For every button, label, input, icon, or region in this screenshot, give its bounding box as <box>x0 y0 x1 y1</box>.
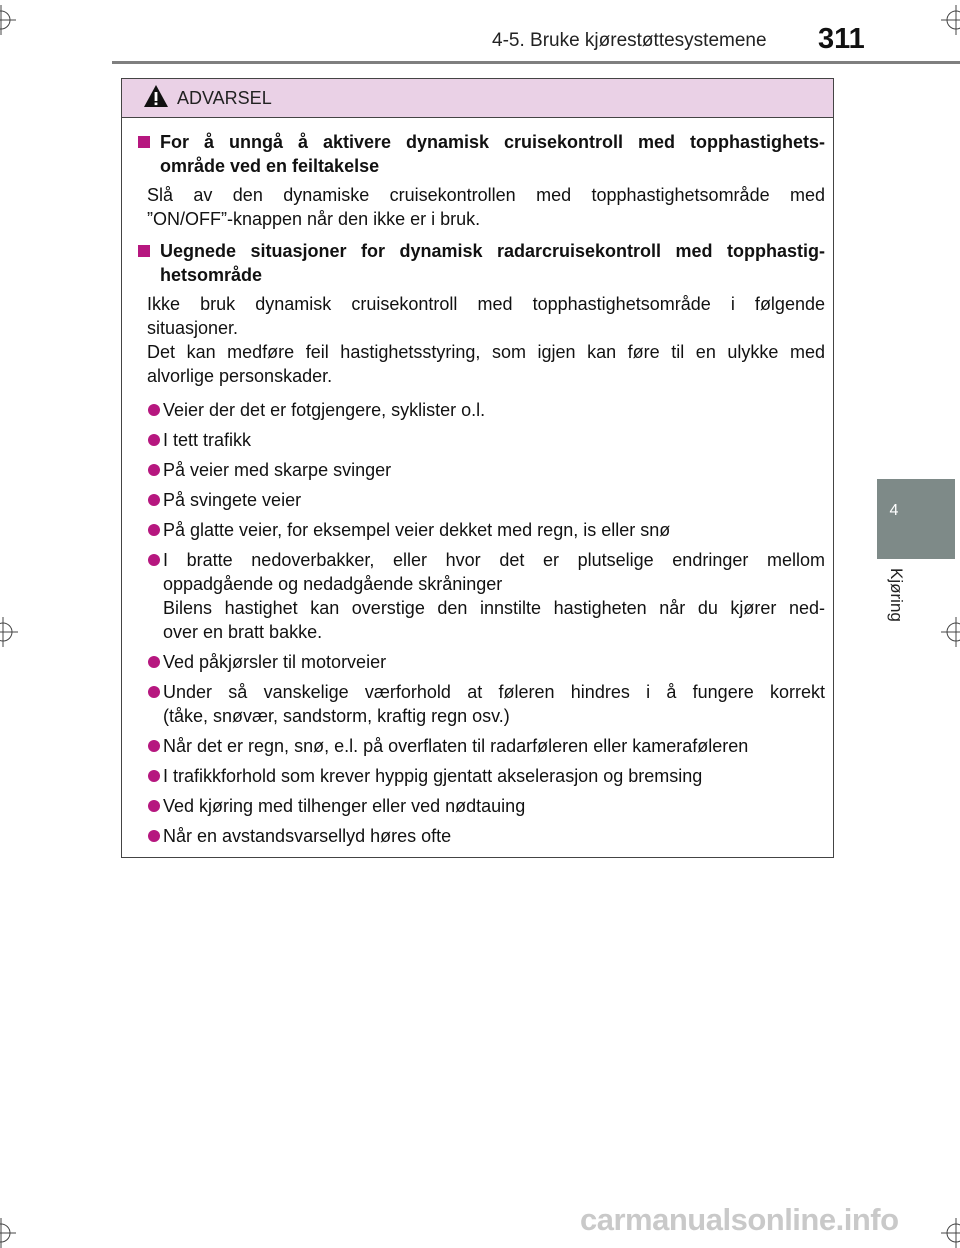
bullet-text: I bratte nedoverbakker, eller hvor det er plutselige endringer mellom <box>163 550 825 570</box>
bullet-text: Bilens hastighet kan overstige den innstilte hastigheten når du kjører ned- <box>163 598 825 618</box>
section-heading-1 <box>132 130 825 178</box>
list-item <box>132 764 825 788</box>
bullet-text: over en bratt bakke. <box>163 622 323 642</box>
list-item <box>132 824 825 848</box>
warning-box <box>121 78 834 858</box>
round-bullet-icon <box>148 770 160 782</box>
page-number: 311 <box>818 23 865 55</box>
bullet-text: Ved kjøring med tilhenger eller ved nødtauing <box>163 796 526 816</box>
list-item <box>132 680 825 728</box>
chapter-number: 4 <box>889 502 899 519</box>
bullet-text: Når en avstandsvarsellyd høres ofte <box>163 826 452 846</box>
round-bullet-icon <box>148 434 160 446</box>
round-bullet-icon <box>148 524 160 536</box>
round-bullet-icon <box>148 464 160 476</box>
crop-mark-top-left <box>0 5 16 35</box>
text-line: ”ON/OFF”-knappen når den ikke er i bruk. <box>147 209 481 229</box>
text-line: Slå av den dynamiske cruisekontrollen med topphastighetsområde med <box>147 185 825 205</box>
round-bullet-icon <box>148 800 160 812</box>
bullet-text: Når det er regn, snø, e.l. på overflaten til radarføleren eller kameraføleren <box>163 736 749 756</box>
round-bullet-icon <box>148 830 160 842</box>
warning-triangle-icon <box>143 84 169 113</box>
heading-line: område ved en feiltakelse <box>160 156 380 176</box>
round-bullet-icon <box>148 554 160 566</box>
round-bullet-icon <box>148 656 160 668</box>
warning-header <box>122 79 833 118</box>
list-item <box>132 428 825 452</box>
list-item <box>132 650 825 674</box>
heading-line: Uegnede situasjoner for dynamisk radarcruisekontroll med topphastig- <box>160 241 825 261</box>
list-item <box>132 458 825 482</box>
list-item <box>132 548 825 644</box>
heading-line: For å unngå å aktivere dynamisk cruisekontroll med topphastighets- <box>160 132 825 152</box>
square-bullet-icon <box>138 136 150 148</box>
bullet-text: Ved påkjørsler til motorveier <box>163 652 387 672</box>
list-item <box>132 794 825 818</box>
chapter-label-wrap <box>872 568 912 648</box>
text-line: situasjoner. <box>147 318 239 338</box>
bullet-text: I trafikkforhold som krever hyppig gjentatt akselerasjon og bremsing <box>163 766 703 786</box>
text-line: alvorlige personskader. <box>147 366 333 386</box>
section-title: 4-5. Bruke kjørestøttesystemene <box>492 30 767 51</box>
round-bullet-icon <box>148 740 160 752</box>
watermark: carmanualsonline.info <box>580 1202 899 1237</box>
crop-mark-mid-right <box>941 617 960 647</box>
list-item <box>132 398 825 422</box>
list-item <box>132 518 825 542</box>
chapter-label: Kjøring <box>887 568 906 622</box>
bullet-text: I tett trafikk <box>163 430 252 450</box>
square-bullet-icon <box>138 245 150 257</box>
list-item <box>132 734 825 758</box>
section-text-2 <box>132 292 825 388</box>
warning-body <box>122 118 833 848</box>
crop-mark-mid-left <box>0 617 18 647</box>
bullet-text: oppadgående og nedadgående skråninger <box>163 574 503 594</box>
bullet-text: På veier med skarpe svinger <box>163 460 392 480</box>
section-text-1 <box>132 183 825 231</box>
heading-line: hetsområde <box>160 265 263 285</box>
header-rule <box>112 61 960 64</box>
bullet-text: På glatte veier, for eksempel veier dekket med regn, is eller snø <box>163 520 671 540</box>
round-bullet-icon <box>148 404 160 416</box>
round-bullet-icon <box>148 686 160 698</box>
list-item <box>132 488 825 512</box>
bullet-text: (tåke, snøvær, sandstorm, kraftig regn osv.) <box>163 706 510 726</box>
round-bullet-icon <box>148 494 160 506</box>
warning-title: ADVARSEL <box>177 88 272 108</box>
bullet-text: På svingete veier <box>163 490 302 510</box>
crop-mark-top-right <box>941 5 960 35</box>
bullet-text: Veier der det er fotgjengere, syklister o.l. <box>163 400 486 420</box>
section-heading-2 <box>132 239 825 287</box>
text-line: Det kan medføre feil hastighetsstyring, som igjen kan føre til en ulykke med <box>147 342 825 362</box>
bullet-text: Under så vanskelige værforhold at føleren hindres i å fungere korrekt <box>163 682 825 702</box>
text-line: Ikke bruk dynamisk cruisekontroll med topphastighetsområde i følgende <box>147 294 825 314</box>
